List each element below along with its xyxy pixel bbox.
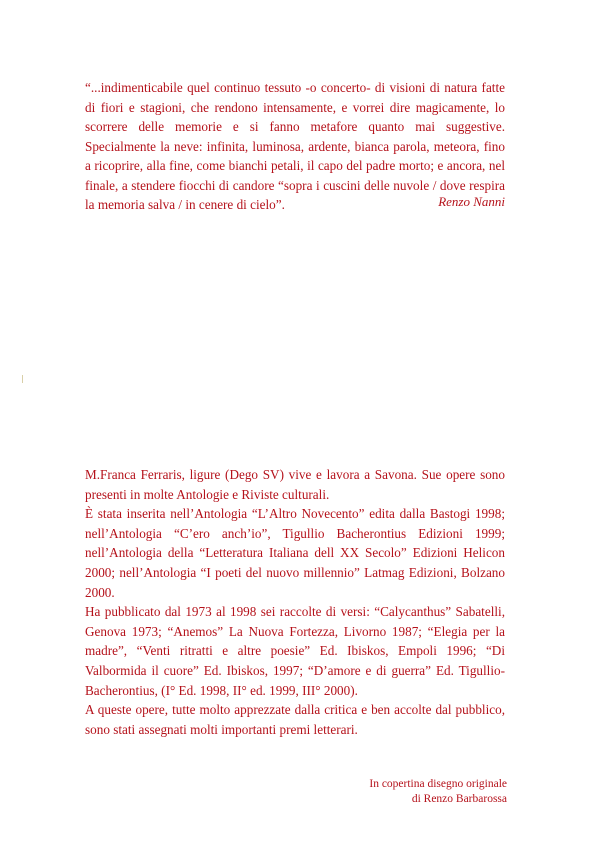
cover-credits: [369, 777, 507, 807]
credits-line: In copertina disegno originale: [369, 778, 507, 790]
credits-line: di Renzo Barbarossa: [411, 793, 507, 805]
author-bio: [85, 465, 505, 739]
bio-paragraph: Ha pubblicato dal 1973 al 1998 sei raccolte di versi: “Calycanthus” Sabatelli, Genova 1973; “Anemos” La Nuova Fortezza, Livorno 1987; “Elegia per la madre”, “Venti ritratti e altre poesie” Ed. Ibiskos, Empoli 1996; “Di Valbormida il cuore” Ed. Ibiskos, 1997; “D’amore e di guerra” Ed. Tigullio-Bacherontius, (I° Ed. 1998, II° ed. 1999, III° 2000).: [85, 604, 505, 698]
margin-mark: [22, 375, 23, 383]
quote-text: “...indimenticabile quel continuo tessuto -o concerto- di visioni di natura fatte di fiori e stagioni, che rendono intensamente, e vorrei dire magicamente, lo scorrere delle memorie e si fanno metafore quanto mai suggestive. Specialmente la neve: infinita, luminosa, ardente, bianca parola, meteora, fino a ricoprire, alla fine, come bianchi petali, il capo del padre morto; e ancora, nel finale, a stendere fiocchi di candore “sopra i cuscini delle nuvole / dove respira la memoria salva / in cenere di cielo”.: [85, 80, 505, 212]
bio-paragraph: A queste opere, tutte molto apprezzate dalla critica e ben accolte dal pubblico, sono stati assegnati molti importanti premi letterari.: [85, 702, 505, 737]
bio-paragraph: M.Franca Ferraris, ligure (Dego SV) vive e lavora a Savona. Sue opere sono presenti in molte Antologie e Riviste culturali.: [85, 467, 505, 502]
bio-paragraph: È stata inserita nell’Antologia “L’Altro Novecento” edita dalla Bastogi 1998; nell’Antologia “C’ero anch’io”, Tigullio Bacherontius Edizioni 1999; nell’Antologia della “Letteratura Italiana dell XX Secolo” Edizioni Helicon 2000; nell’Antologia “I poeti del nuovo millennio” Latmag Edizioni, Bolzano 2000.: [85, 506, 505, 600]
quote-author: Renzo Nanni: [438, 194, 505, 209]
